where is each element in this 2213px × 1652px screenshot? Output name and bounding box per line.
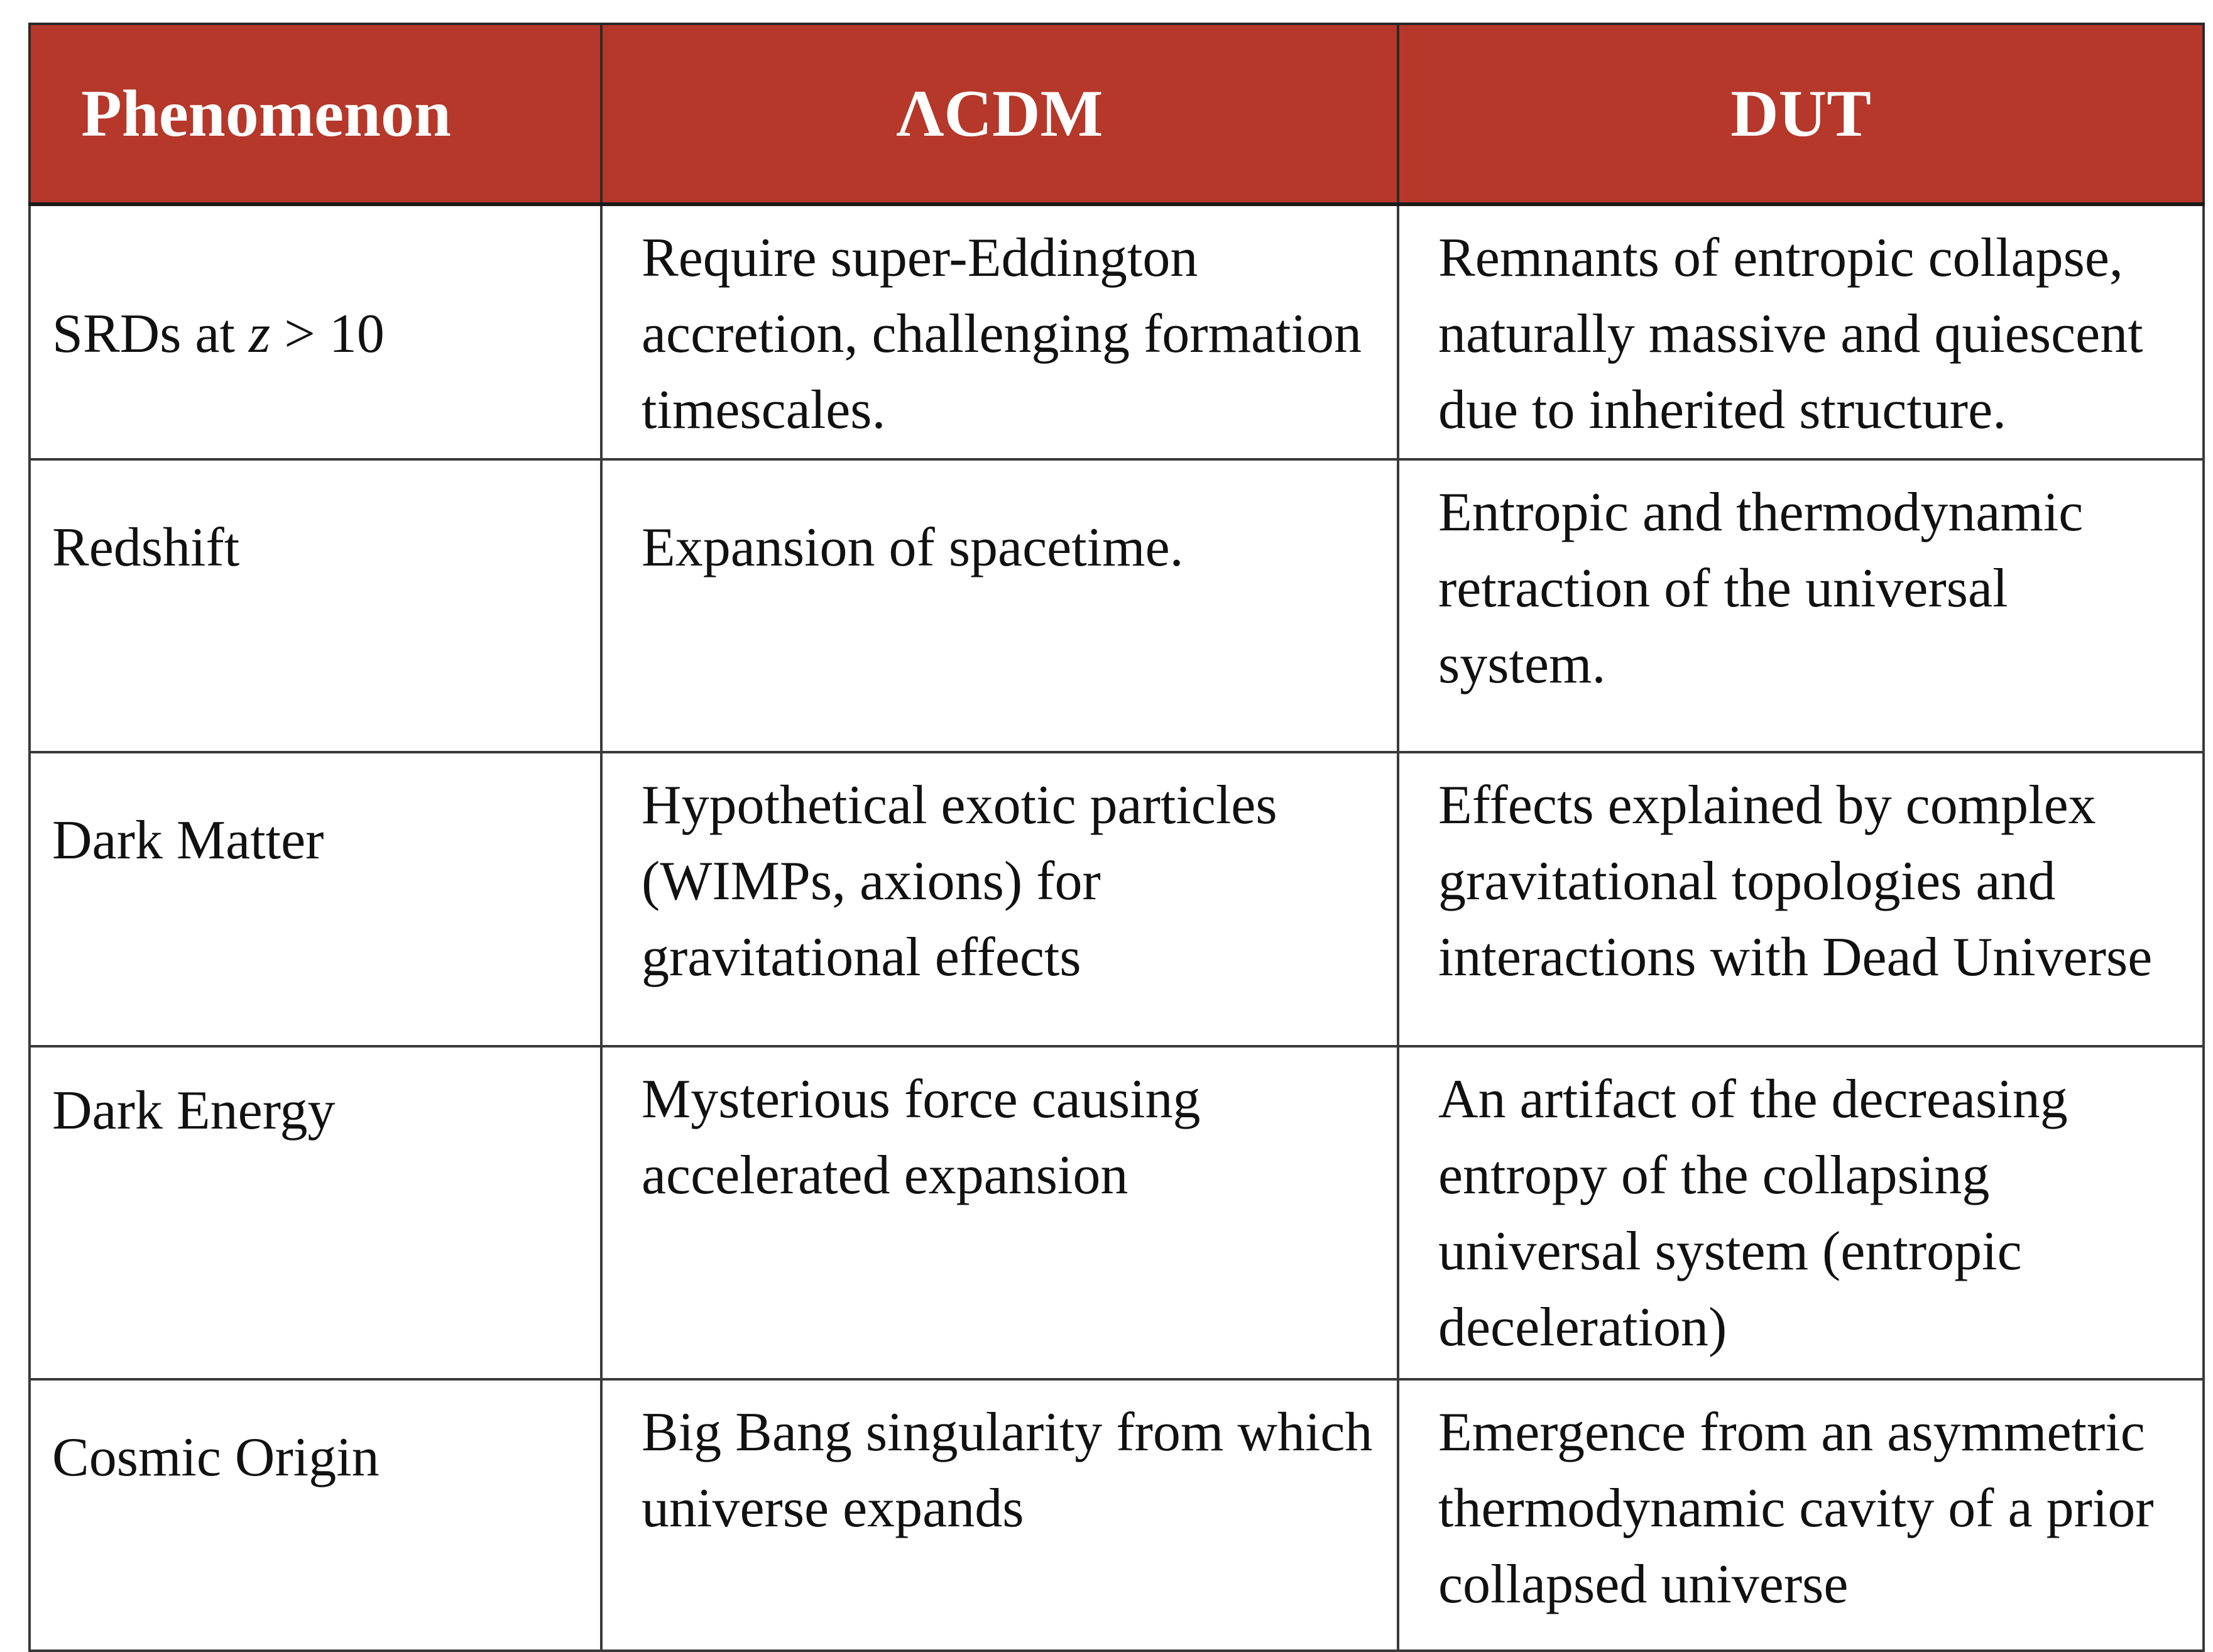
lcdm-cell: Expansion of spacetime. xyxy=(601,459,1398,752)
header-row xyxy=(30,24,2204,204)
table-row xyxy=(30,1379,2204,1651)
phenomenon-cell: Redshift xyxy=(30,459,601,752)
header-lcdm: ΛCDM xyxy=(601,24,1398,204)
phenomenon-prefix: SRDs at xyxy=(52,304,249,364)
table-row xyxy=(30,752,2204,1046)
dut-cell: Emergence from an asymmetric thermodynamic cavity of a prior collapsed universe xyxy=(1398,1379,2204,1651)
dut-cell: An artifact of the decreasing entropy of the collapsing universal system (entropic deceleration) xyxy=(1398,1046,2204,1379)
table-row xyxy=(30,204,2204,459)
table-row xyxy=(30,1046,2204,1379)
table-row xyxy=(30,459,2204,752)
phenomenon-cell: Dark Energy xyxy=(30,1046,601,1379)
header-phenomenon: Phenomenon xyxy=(30,24,601,204)
phenomenon-variable: z xyxy=(248,304,271,364)
phenomenon-cell: Dark Matter xyxy=(30,752,601,1046)
dut-cell: Remnants of entropic collapse, naturally massive and quiescent due to inherited structure. xyxy=(1398,204,2204,459)
lcdm-cell: Mysterious force causing accelerated expansion xyxy=(601,1046,1398,1379)
phenomenon-suffix: > 10 xyxy=(270,304,385,364)
lcdm-cell: Big Bang singularity from which universe expands xyxy=(601,1379,1398,1651)
dut-cell: Effects explained by complex gravitational topologies and interactions with Dead Universe xyxy=(1398,752,2204,1046)
lcdm-cell: Require super-Eddington accretion, challenging formation timescales. xyxy=(601,204,1398,459)
header-dut: DUT xyxy=(1398,24,2204,204)
dut-cell: Entropic and thermodynamic retraction of the universal system. xyxy=(1398,459,2204,752)
phenomenon-cell: Cosmic Origin xyxy=(30,1379,601,1651)
phenomenon-cell xyxy=(30,204,601,459)
comparison-table xyxy=(28,23,2205,1652)
lcdm-cell: Hypothetical exotic particles (WIMPs, axions) for gravitational effects xyxy=(601,752,1398,1046)
